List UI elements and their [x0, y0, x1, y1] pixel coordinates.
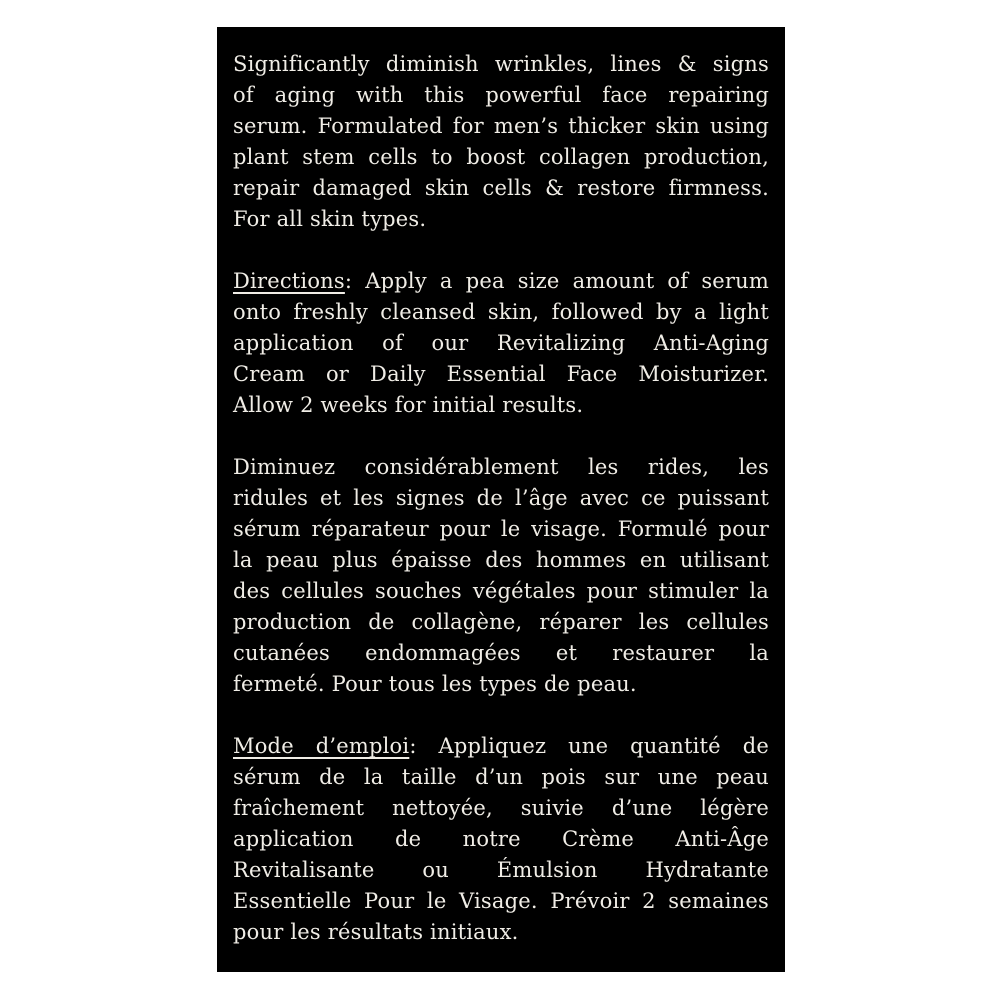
text-line: fermeté. Pour tous les types de peau. — [233, 672, 637, 696]
english-description-paragraph — [233, 49, 769, 235]
text-line: Diminuez considérablement les rides, les — [233, 455, 769, 479]
text-line: of aging with this powerful face repairing — [233, 83, 769, 107]
product-label-panel — [217, 27, 785, 972]
directions-heading-rest: : Apply a pea size amount of serum — [344, 269, 769, 293]
text-line: production de collagène, réparer les cellules — [233, 610, 769, 634]
french-description-paragraph — [233, 452, 769, 700]
text-line — [233, 731, 769, 762]
directions-heading: Directions — [233, 269, 345, 293]
text-line: Cream or Daily Essential Face Moisturizer. — [233, 362, 769, 386]
directions-paragraph — [233, 266, 769, 421]
text-line: Allow 2 weeks for initial results. — [233, 393, 584, 417]
mode-demploi-heading-rest: : Appliquez une quantité de — [409, 734, 769, 758]
text-line — [233, 266, 769, 297]
text-line: plant stem cells to boost collagen production, — [233, 145, 769, 169]
text-line: repair damaged skin cells & restore firmness. — [233, 176, 769, 200]
text-line: la peau plus épaisse des hommes en utilisant — [233, 548, 769, 572]
text-line: application de notre Crème Anti-Âge — [233, 827, 769, 851]
text-line: cutanées endommagées et restaurer la — [233, 641, 769, 665]
text-line: sérum de la taille d’un pois sur une peau — [233, 765, 769, 789]
text-line: ridules et les signes de l’âge avec ce puissant — [233, 486, 769, 510]
text-line: Essentielle Pour le Visage. Prévoir 2 semaines — [233, 889, 769, 913]
text-line: pour les résultats initiaux. — [233, 920, 519, 944]
mode-demploi-paragraph — [233, 731, 769, 948]
text-line: For all skin types. — [233, 207, 427, 231]
text-line: serum. Formulated for men’s thicker skin using — [233, 114, 769, 138]
text-line: application of our Revitalizing Anti-Aging — [233, 331, 769, 355]
mode-demploi-heading: Mode d’emploi — [233, 734, 410, 758]
text-line: des cellules souches végétales pour stimuler la — [233, 579, 769, 603]
text-line: Revitalisante ou Émulsion Hydratante — [233, 858, 769, 882]
text-line: sérum réparateur pour le visage. Formulé pour — [233, 517, 769, 541]
text-line: onto freshly cleansed skin, followed by a light — [233, 300, 769, 324]
text-line: Significantly diminish wrinkles, lines & signs — [233, 52, 769, 76]
text-line: fraîchement nettoyée, suivie d’une légère — [233, 796, 769, 820]
